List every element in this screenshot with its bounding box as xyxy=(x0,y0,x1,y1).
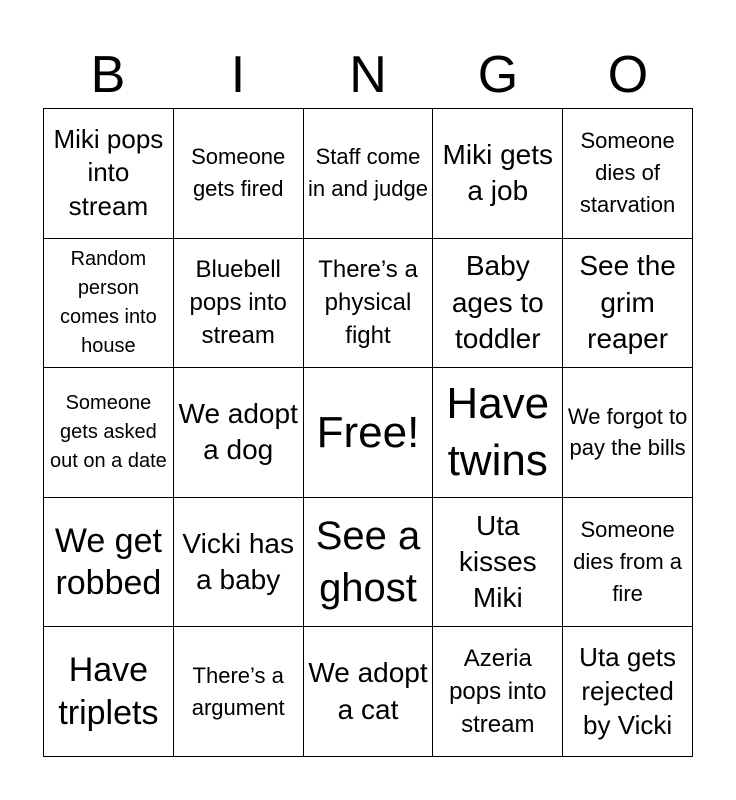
header-letter-g: G xyxy=(477,46,519,104)
cell-text: Baby ages to toddler xyxy=(451,250,544,355)
cell-text: Staff come in and judge xyxy=(308,144,428,202)
cell-text: Uta gets rejected by Vicki xyxy=(579,642,676,740)
bingo-cell[interactable] xyxy=(174,239,304,369)
cell-text: We adopt a cat xyxy=(308,657,428,725)
bingo-cell[interactable] xyxy=(563,109,693,239)
bingo-cell[interactable] xyxy=(304,109,434,239)
bingo-cell[interactable] xyxy=(174,109,304,239)
cell-text: We get robbed xyxy=(54,521,162,603)
bingo-cell[interactable] xyxy=(44,627,174,757)
bingo-cell[interactable] xyxy=(563,239,693,369)
bingo-cell[interactable] xyxy=(563,368,693,498)
cell-text: There’s a physical fight xyxy=(318,256,418,350)
bingo-cell[interactable] xyxy=(563,627,693,757)
bingo-cell[interactable] xyxy=(433,109,563,239)
bingo-cell[interactable] xyxy=(433,498,563,628)
bingo-header xyxy=(43,42,693,108)
cell-text: Someone dies from a fire xyxy=(573,517,682,607)
cell-text: Someone dies of starvation xyxy=(579,128,676,218)
bingo-cell[interactable] xyxy=(44,109,174,239)
cell-text: Miki pops into stream xyxy=(53,123,164,222)
header-letter-o: O xyxy=(607,46,649,104)
free-space-cell[interactable] xyxy=(304,368,434,498)
cell-text: Random person comes into house xyxy=(60,247,157,357)
bingo-cell[interactable] xyxy=(44,239,174,369)
cell-text: Bluebell pops into stream xyxy=(189,256,287,350)
cell-text: Vicki has a baby xyxy=(182,527,294,596)
bingo-cell[interactable] xyxy=(304,239,434,369)
cell-text: See the grim reaper xyxy=(579,250,676,355)
bingo-cell[interactable] xyxy=(433,368,563,498)
bingo-grid xyxy=(43,108,693,757)
cell-text: There’s a argument xyxy=(191,662,285,720)
bingo-cell[interactable] xyxy=(44,368,174,498)
cell-text: Have triplets xyxy=(58,651,159,732)
header-letter-b: B xyxy=(90,46,126,104)
header-letter-n: N xyxy=(349,46,387,104)
cell-text: We forgot to pay the bills xyxy=(567,403,688,461)
bingo-cell[interactable] xyxy=(304,498,434,628)
bingo-cell[interactable] xyxy=(174,627,304,757)
cell-text: Uta kisses Miki xyxy=(458,509,537,614)
cell-text: Someone gets asked out on a date xyxy=(50,391,167,472)
bingo-cell[interactable] xyxy=(174,498,304,628)
bingo-cell[interactable] xyxy=(433,239,563,369)
bingo-cell[interactable] xyxy=(563,498,693,628)
cell-text: Someone gets fired xyxy=(191,144,286,202)
bingo-cell[interactable] xyxy=(44,498,174,628)
bingo-cell[interactable] xyxy=(433,627,563,757)
cell-text: Azeria pops into stream xyxy=(449,645,547,739)
free-space-text: Free! xyxy=(316,407,420,457)
bingo-cell[interactable] xyxy=(304,627,434,757)
cell-text: We adopt a dog xyxy=(178,398,298,466)
bingo-cell[interactable] xyxy=(174,368,304,498)
cell-text: See a ghost xyxy=(315,514,421,611)
header-letter-i: I xyxy=(230,46,246,104)
cell-text: Miki gets a job xyxy=(442,138,554,207)
cell-text: Have twins xyxy=(446,379,550,486)
